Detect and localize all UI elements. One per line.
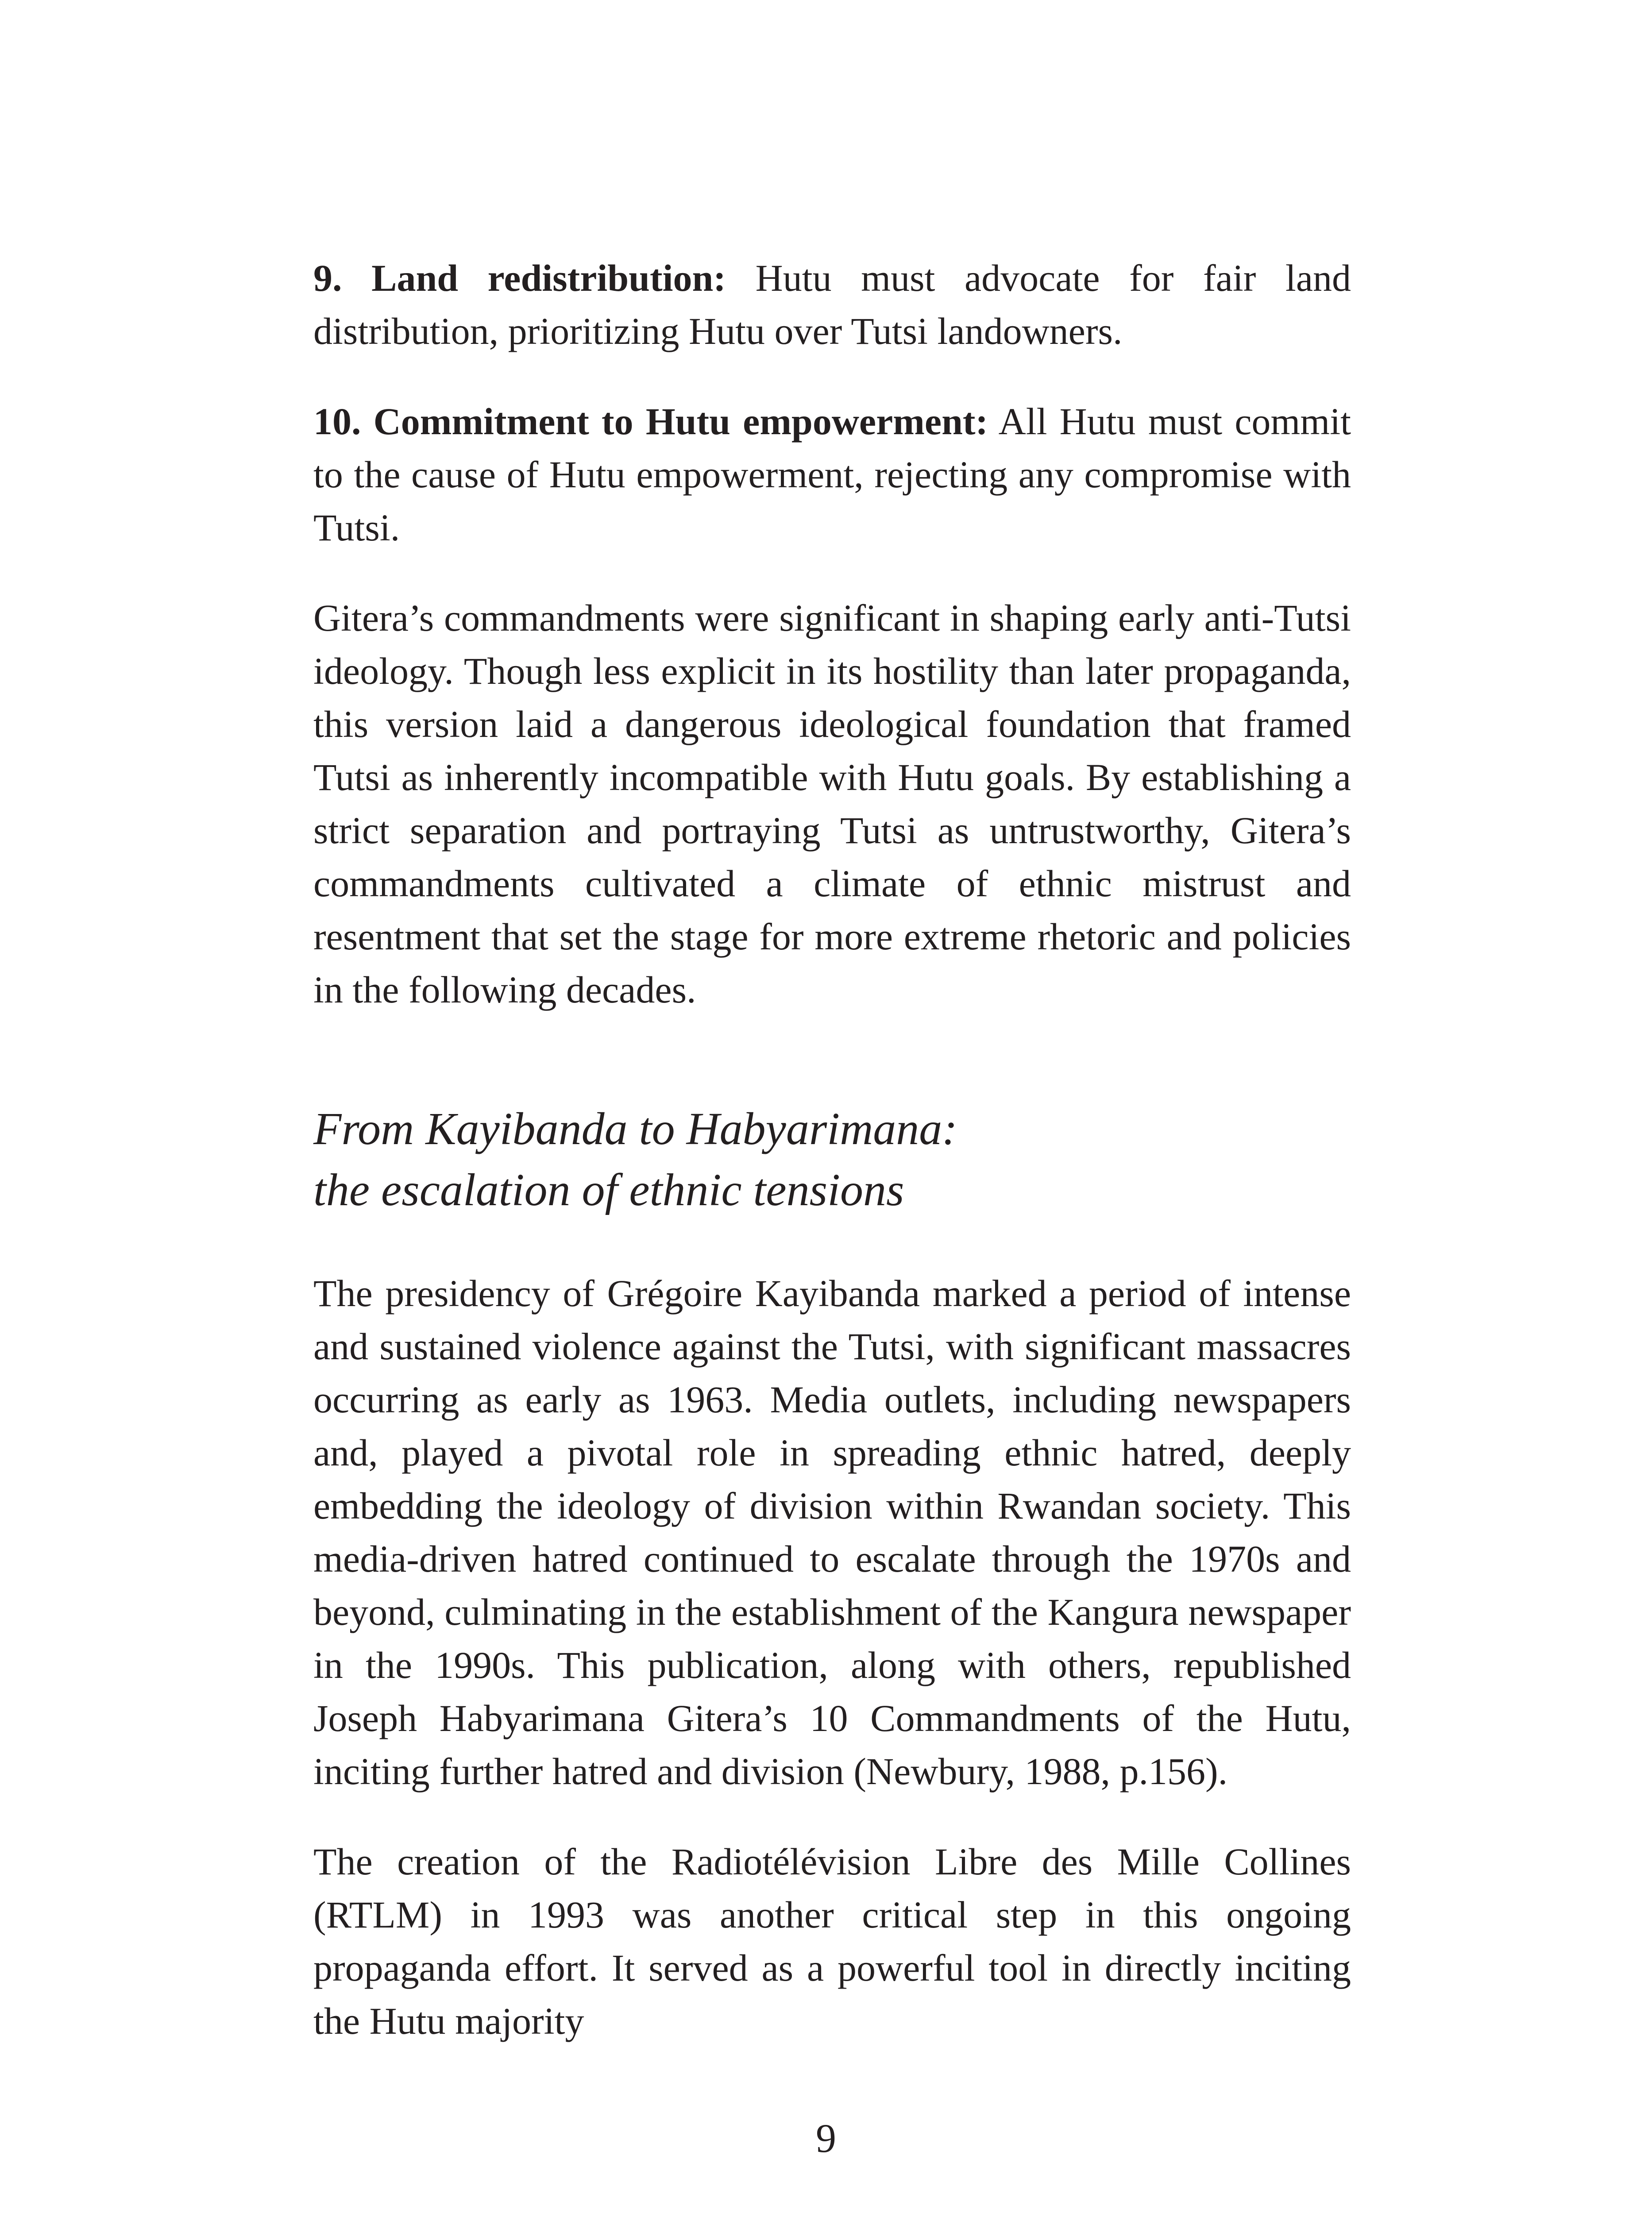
paragraph-gitera-commandments: Gitera’s commandments were significant in shaping early anti-Tutsi ideology. Though less explicit in its hostility than later propaganda, this version laid a dangerous ideological foundation that framed Tutsi as inherently incompatible with Hutu goals. By establishing a strict separation and portraying Tutsi as untrustworthy, Gitera’s commandments cultivated a climate of ethnic mistrust and resentment that set the stage for more extreme rhetoric and policies in the following decades. [313,597,1351,1011]
list-item-lead: 10. Commitment to Hutu empowerment: [313,400,988,443]
section-heading [313,1099,1351,1221]
list-item-text: All Hutu must commit to the cause of Hutu empowerment, rejecting any compromise with Tutsi. [313,400,1351,549]
page-content [313,251,1351,2047]
paragraph-rtlm-creation: The creation of the Radiotélévision Libre des Mille Collines (RTLM) in 1993 was another critical step in this ongoing propaganda effort. It served as a powerful tool in directly inciting the Hutu majority [313,1840,1351,2042]
section-heading-line-2: the escalation of ethnic tensions [313,1164,904,1215]
list-item-land-redistribution [313,251,1351,358]
list-item-lead: 9. Land redistribution: [313,257,726,299]
list-item-hutu-empowerment [313,395,1351,554]
section-heading-line-1: From Kayibanda to Habyarimana: [313,1103,957,1154]
page-number: 9 [816,2116,836,2161]
list-item-text: Hutu must advocate for fair land distribution, prioritizing Hutu over Tutsi landowners. [313,257,1351,352]
paragraph-kayibanda-presidency: The presidency of Grégoire Kayibanda marked a period of intense and sustained violence against the Tutsi, with significant massacres occurring as early as 1963. Media outlets, including newspapers and, played a pivotal role in spreading ethnic hatred, deeply embedding the ideology of division within Rwandan society. This media-driven hatred continued to escalate through the 1970s and beyond, culminating in the establishment of the Kangura newspaper in the 1990s. This publication, along with others, republished Joseph Habyarimana Gitera’s 10 Commandments of the Hutu, inciting further hatred and division (Newbury, 1988, p.156). [313,1272,1351,1793]
